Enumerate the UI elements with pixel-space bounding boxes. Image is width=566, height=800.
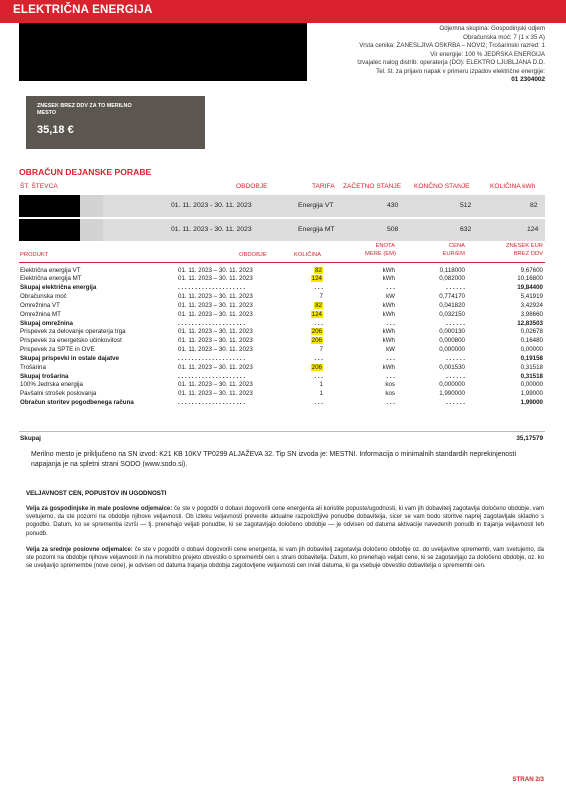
calc-table-body	[19, 266, 545, 408]
cell-qty: 124	[311, 275, 322, 283]
cell-qty: 82	[530, 202, 538, 209]
cell-period: . . . . . . . . . . . . . . . . . . . .	[178, 372, 246, 380]
cell-qty: . . .	[314, 399, 323, 407]
cell-amount: 1,99000	[520, 399, 543, 407]
total-row	[19, 431, 545, 443]
header-product: PRODUKT	[20, 252, 49, 258]
table-row	[19, 399, 545, 408]
cell-start: 508	[387, 226, 399, 233]
redacted-cell	[19, 219, 80, 241]
cell-unit: kWh	[382, 301, 395, 309]
header-end: KONČNO STANJE	[414, 183, 470, 190]
cell-price: 0,082000	[439, 275, 465, 283]
cell-product: Omrežnina VT	[20, 301, 60, 309]
cell-start: 430	[387, 202, 399, 209]
cell-unit: . . .	[386, 399, 395, 407]
header-tariff: TARIFA	[312, 183, 335, 190]
cell-unit: kWh	[382, 275, 395, 283]
cell-amount: 3,42924	[520, 301, 543, 309]
cell-qty: . . .	[314, 354, 323, 362]
calc-table-header	[19, 241, 545, 263]
header-period: OBDOBJE	[239, 252, 267, 258]
cell-period: 01. 11. 2023 – 30. 11. 2023	[178, 275, 253, 283]
table-row	[19, 266, 545, 275]
cell-amount: 3,98660	[520, 310, 543, 318]
cell-price: 0,000800	[439, 337, 465, 345]
header-meter: ŠT. ŠTEVCA	[20, 183, 58, 190]
info-line: Tel. št. za prijavo napak v primeru izpadov električne energije:	[376, 67, 545, 75]
cell-unit: kWh	[382, 328, 395, 336]
cell-unit: . . .	[386, 372, 395, 380]
table-row	[19, 293, 545, 302]
cell-period: 01. 11. 2023 – 30. 11. 2023	[178, 310, 253, 318]
cell-unit: kWh	[382, 337, 395, 345]
cell-price: 0,041820	[439, 301, 465, 309]
cell-product: Skupaj prispevki in ostale dajatve	[20, 354, 120, 362]
table-row	[19, 372, 545, 381]
cell-price: 0,001530	[439, 363, 465, 371]
cell-product: Prispevek za delovanje operaterja trga	[20, 328, 126, 336]
cell-product: Pavšalni strošek poslovanja	[20, 390, 97, 398]
cell-period: 01. 11. 2023 – 30. 11. 2023	[178, 390, 253, 398]
amount-value: 35,18 €	[37, 124, 74, 136]
cell-unit: . . .	[386, 354, 395, 362]
header-period: OBDOBJE	[236, 183, 268, 190]
paragraph-lead: Velja za gospodinjske in male poslovne odjemalce:	[26, 506, 173, 512]
cell-qty: 206	[311, 328, 322, 336]
cell-amount: 9,67600	[520, 266, 543, 274]
validity-paragraph-2	[26, 546, 544, 571]
cell-price: 1,990000	[439, 390, 465, 398]
cell-qty: . . .	[314, 319, 323, 327]
cell-qty: 7	[319, 293, 323, 301]
cell-unit: kWh	[382, 363, 395, 371]
cell-qty: 124	[311, 310, 322, 318]
table-row	[19, 284, 545, 293]
cell-period: 01. 11. 2023 - 30. 11. 2023	[171, 202, 252, 209]
cell-period: 01. 11. 2023 – 30. 11. 2023	[178, 381, 253, 389]
cell-tariff: Energija MT	[298, 226, 335, 233]
validity-title: VELJAVNOST CEN, POPUSTOV IN UGODNOSTI	[26, 490, 167, 497]
header-bar	[0, 0, 566, 23]
cell-price: 0,000000	[439, 346, 465, 354]
cell-qty: 82	[315, 266, 322, 274]
validity-paragraph-1	[26, 505, 544, 538]
header-amount-2: BREZ DDV	[513, 251, 543, 257]
cell-qty: . . .	[314, 284, 323, 292]
cell-period: 01. 11. 2023 – 30. 11. 2023	[178, 363, 253, 371]
cell-unit: kW	[386, 346, 395, 354]
cell-unit: kWh	[382, 310, 395, 318]
cell-product: Prispevek za SPTE in OVE	[20, 346, 95, 354]
cell-amount: 19,84400	[517, 284, 543, 292]
paragraph-text: če ste v pogodbi o dobavi dogovorili cene energenta ali koristite popuste/ugodnosti, ki vam jih dobavitelj zagotavlja določeno obdobje, vam svetujemo, da ste pozorni na obdobje njihove veljavnosti. Ob izteku veljavnosti preverite aktualne razpoložljive ponudbe dobavitelja, sicer se vam bodo storitve naprej zagotavljale skladno s pogodbo. Datum, ko se spremenba izvrši — tj. prenehajo veljati ponudbe, ki se zagotavljajo določeno obdobje — je odvisen od datuma aktivacije navedenih ponudb in trajanja veljavnosti teh ponudb.	[26, 506, 544, 537]
cell-qty: 1	[319, 390, 323, 398]
total-label: Skupaj	[20, 435, 41, 442]
redacted-block	[19, 23, 307, 81]
cell-period: . . . . . . . . . . . . . . . . . . . .	[178, 319, 246, 327]
cell-period: 01. 11. 2023 – 30. 11. 2023	[178, 266, 253, 274]
cell-amount: 10,16800	[517, 275, 543, 283]
table-row	[19, 346, 545, 355]
header-unit-2: MERE (EM)	[365, 251, 396, 257]
cell-unit: kW	[386, 293, 395, 301]
cell-product: Obračun storitev pogodbenega računa	[20, 399, 134, 407]
cell-product: Trošarina	[20, 363, 46, 371]
cell-price: 0,774170	[439, 293, 465, 301]
cell-amount: 0,19158	[520, 354, 543, 362]
cell-product: Električna energija MT	[20, 275, 82, 283]
cell-period: . . . . . . . . . . . . . . . . . . . .	[178, 399, 246, 407]
amount-box	[26, 96, 205, 149]
table-row	[19, 381, 545, 390]
cell-product: Skupaj omrežnina	[20, 319, 73, 327]
cell-product: Prispevek za energetsko učinkovitost	[20, 337, 122, 345]
header-price: CENA	[448, 243, 465, 249]
cell-end: 512	[460, 202, 472, 209]
amount-label: ZNESEK BREZ DDV ZA TO MERILNO MESTO	[37, 103, 132, 116]
header-qty: KOLIČINA kWh	[490, 183, 536, 190]
cell-qty: 124	[527, 226, 539, 233]
cell-amount: 0,31518	[520, 363, 543, 371]
header-price-2: EUR/EM	[442, 251, 465, 257]
cell-period: 01. 11. 2023 – 30. 11. 2023	[178, 293, 253, 301]
paragraph-text: če ste v pogodbi o dobavi dogovorili cene energenta, ki vam jih dobavitelj zagotavlja določeno obdobje oz. do uveljavitve sprememb, vam svetujemo, da ste pozorni na obdobje njihove veljavnosti in na morebitno prejeto obvestilo o spremembi cen s strani dobavitelja. Datum, ko prenehajo veljati cene, ki se zagotavljajo za določeno obdobje, oz. ko se uveljavijo spremembe (nove cene), je odvisen od datuma trajanja obdobja zagotovljene veljavnosti cen in/ali datuma, ki ga vsebuje obvestilo dobavitelja o spremembi cen.	[26, 547, 545, 570]
cell-price: . . . . . .	[446, 372, 465, 380]
cell-product: Omrežnina MT	[20, 310, 61, 318]
cell-period: 01. 11. 2023 – 30. 11. 2023	[178, 328, 253, 336]
cell-product: Električna energija VT	[20, 266, 81, 274]
cell-amount: 0,31518	[520, 372, 543, 380]
table-row	[19, 310, 545, 319]
meter-row	[19, 219, 545, 241]
cell-qty: . . .	[314, 372, 323, 380]
header-unit: ENOTA	[375, 243, 395, 249]
cell-price: 0,118000	[439, 266, 465, 274]
cell-amount: 5,41919	[520, 293, 543, 301]
meter-table	[19, 181, 545, 241]
info-block	[357, 25, 545, 85]
cell-period: 01. 11. 2023 – 30. 11. 2023	[178, 346, 253, 354]
cell-unit: kos	[385, 390, 395, 398]
info-line: Odjemna skupina: Gospodinjski odjem	[439, 25, 545, 32]
page-title: ELEKTRIČNA ENERGIJA	[13, 4, 153, 16]
header-qty: KOLIČINA	[294, 252, 322, 258]
cell-period: . . . . . . . . . . . . . . . . . . . .	[178, 284, 246, 292]
cell-amount: 0,16480	[520, 337, 543, 345]
cell-period: 01. 11. 2023 - 30. 11. 2023	[171, 226, 252, 233]
table-row	[19, 363, 545, 372]
meter-row	[19, 195, 545, 217]
table-row	[19, 328, 545, 337]
cell-product: 100% Jedrska energija	[20, 381, 83, 389]
connection-note: Merilno mesto je priključeno na SN izvod: K21 KB 10KV TP0299 ALJAŽEVA 32. Tip SN izvoda je: MESTNI. Informacija o minimalnih standardih neprekinjenosti napajanja je na spletni strani SODO (www.sodo.si).	[31, 451, 517, 468]
cell-price: 0,000000	[439, 381, 465, 389]
cell-period: . . . . . . . . . . . . . . . . . . . .	[178, 354, 246, 362]
cell-unit: kWh	[382, 266, 395, 274]
cell-unit: . . .	[386, 284, 395, 292]
meter-table-header	[19, 181, 545, 193]
cell-price: . . . . . .	[446, 284, 465, 292]
cell-amount: 0,02678	[520, 328, 543, 336]
cell-price: 0,032150	[439, 310, 465, 318]
cell-period: 01. 11. 2023 – 30. 11. 2023	[178, 301, 253, 309]
cell-unit: . . .	[386, 319, 395, 327]
info-line: Vir energije: 100 % JEDRSKA ENERGIJA	[430, 50, 545, 58]
section-title: OBRAČUN DEJANSKE PORABE	[19, 167, 152, 177]
cell-end: 632	[460, 226, 472, 233]
cell-qty: 82	[315, 301, 322, 309]
table-row	[19, 301, 545, 310]
cell-amount: 0,00000	[520, 346, 543, 354]
table-row	[19, 337, 545, 346]
info-line: Izvajalec nalog distrib. operaterja (DO): ELEKTRO LJUBLJANA D.D.	[357, 59, 545, 66]
info-line: Obračunska moč: 7 (1 x 35 A)	[463, 33, 545, 41]
cell-qty: 206	[311, 337, 322, 345]
redacted-cell	[19, 195, 80, 217]
total-value: 35,17579	[516, 435, 543, 442]
table-row	[19, 390, 545, 399]
cell-qty: 7	[319, 346, 323, 354]
cell-qty: 206	[311, 363, 322, 371]
cell-product: Skupaj električna energija	[20, 284, 97, 292]
cell-amount: 1,99000	[520, 390, 543, 398]
cell-qty: 1	[319, 381, 323, 389]
cell-price: . . . . . .	[446, 319, 465, 327]
header-start: ZAČETNO STANJE	[343, 183, 402, 190]
cell-tariff: Energija VT	[298, 202, 334, 209]
cell-amount: 12,83503	[517, 319, 543, 327]
cell-product: Skupaj trošarina	[20, 372, 69, 380]
cell-price: 0,000130	[439, 328, 465, 336]
table-row	[19, 354, 545, 363]
cell-price: . . . . . .	[446, 399, 465, 407]
cell-amount: 0,00000	[520, 381, 543, 389]
page-number: STRAN 2/3	[512, 776, 544, 783]
table-row	[19, 275, 545, 284]
cell-period: 01. 11. 2023 – 30. 11. 2023	[178, 337, 253, 345]
paragraph-lead: Velja za srednje poslovne odjemalce:	[26, 547, 133, 553]
phone-number: 01 2304002	[511, 76, 545, 83]
header-amount: ZNESEK EUR	[505, 243, 543, 249]
cell-unit: kos	[385, 381, 395, 389]
cell-price: . . . . . .	[446, 354, 465, 362]
info-line: Vrsta cenika: ZANESLJIVA OSKRBA – NOVI2; Trošarinski razred: 1	[359, 42, 545, 49]
cell-product: Obračunska moč	[20, 293, 67, 301]
table-row	[19, 319, 545, 328]
